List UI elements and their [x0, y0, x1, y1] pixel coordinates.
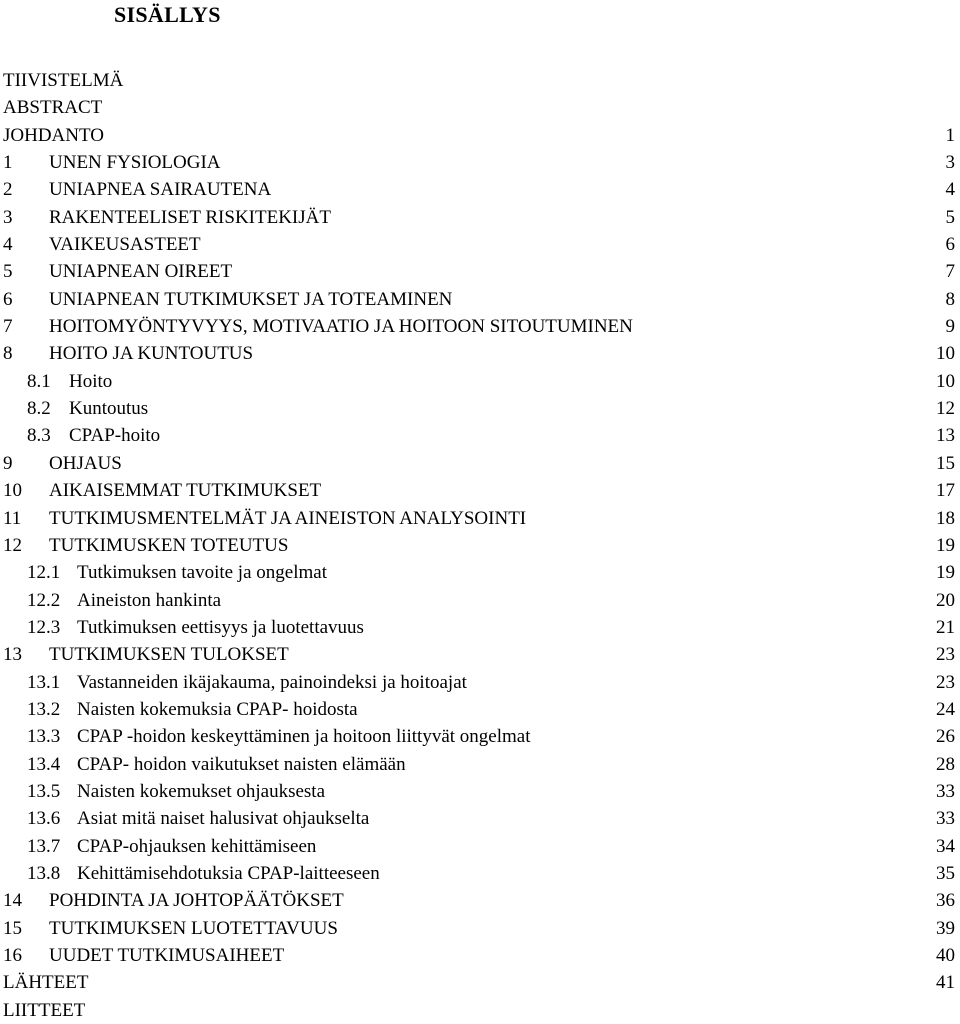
toc-entry[interactable]	[3, 641, 955, 668]
toc-entry-number: 7	[3, 316, 13, 338]
toc-entry-number: 12	[3, 534, 22, 556]
toc-entry-number: 8	[3, 343, 13, 365]
toc-entry-label: JOHDANTO	[3, 124, 104, 146]
toc-entry[interactable]	[3, 723, 955, 750]
toc-entry[interactable]	[3, 915, 955, 942]
toc-entry-page-number: 1	[945, 124, 955, 146]
toc-entry[interactable]	[3, 833, 955, 860]
toc-entry-label: Vastanneiden ikäjakauma, painoindeksi ja hoitoajat	[77, 671, 467, 693]
toc-entry-label: UNEN FYSIOLOGIA	[49, 152, 221, 174]
toc-entry-label: TUTKIMUSKEN TOTEUTUS	[49, 534, 289, 556]
toc-entry[interactable]	[3, 778, 955, 805]
toc-entry-label: Naisten kokemuksia CPAP- hoidosta	[77, 698, 358, 720]
toc-entry-number: 12.2	[27, 589, 61, 611]
toc-entry-label: CPAP-ohjauksen kehittämiseen	[77, 835, 317, 857]
toc-entry-page-number: 35	[936, 862, 955, 884]
toc-entry-number: 13.1	[27, 671, 61, 693]
toc-entry-page-number: 9	[945, 316, 955, 338]
toc-entry[interactable]	[3, 286, 955, 313]
toc-entry-page-number: 34	[936, 835, 955, 857]
toc-entry-page-number: 3	[945, 152, 955, 174]
toc-entry-page-number: 8	[945, 288, 955, 310]
toc-entry-number: 13.6	[27, 808, 61, 830]
toc-entry-page-number: 39	[936, 917, 955, 939]
toc-entry[interactable]	[3, 368, 955, 395]
toc-entry[interactable]	[3, 587, 955, 614]
toc-entry[interactable]	[3, 805, 955, 832]
table-of-contents	[3, 67, 955, 1024]
toc-entry-label: OHJAUS	[49, 452, 122, 474]
toc-entry[interactable]	[3, 477, 955, 504]
toc-entry-page-number: 17	[936, 480, 955, 502]
toc-entry-label: Kehittämisehdotuksia CPAP-laitteeseen	[77, 862, 380, 884]
toc-entry-number: 15	[3, 917, 22, 939]
toc-entry-page-number: 15	[936, 452, 955, 474]
toc-entry-number: 9	[3, 452, 13, 474]
toc-entry-label: TUTKIMUKSEN LUOTETTAVUUS	[49, 917, 338, 939]
toc-entry-label: UNIAPNEAN TUTKIMUKSET JA TOTEAMINEN	[49, 288, 453, 310]
toc-entry-label: Hoito	[69, 370, 113, 392]
toc-entry-number: 1	[3, 152, 13, 174]
toc-entry[interactable]	[3, 669, 955, 696]
toc-entry[interactable]	[3, 505, 955, 532]
toc-entry-number: 16	[3, 945, 22, 966]
toc-entry-label: Naisten kokemukset ohjauksesta	[77, 780, 326, 802]
toc-entry-label: VAIKEUSASTEET	[49, 234, 201, 256]
toc-entry-number: 2	[3, 179, 13, 201]
toc-entry[interactable]	[3, 422, 955, 449]
toc-entry[interactable]	[3, 176, 955, 203]
toc-entry-number: 8.1	[27, 370, 51, 392]
toc-entry-label: Asiat mitä naiset halusivat ohjaukselta	[77, 808, 370, 830]
toc-entry-page-number: 12	[936, 398, 955, 420]
toc-entry-label: UNIAPNEA SAIRAUTENA	[49, 179, 272, 201]
toc-entry-page-number: 21	[936, 616, 955, 638]
toc-entry-number: 3	[3, 206, 13, 228]
toc-entry[interactable]	[3, 532, 955, 559]
toc-entry-label: Tutkimuksen eettisyys ja luotettavuus	[77, 616, 364, 638]
toc-entry-label: RAKENTEELISET RISKITEKIJÄT	[49, 206, 331, 228]
toc-entry-number: 13.4	[27, 753, 61, 775]
toc-entry-page-number: 18	[936, 507, 955, 529]
toc-entry-number: 6	[3, 288, 13, 310]
toc-entry-page-number: 13	[936, 425, 955, 447]
toc-entry-number: 8.2	[27, 398, 51, 420]
toc-entry-label: TIIVISTELMÄ	[3, 70, 124, 91]
toc-entry-number: 13.5	[27, 780, 61, 802]
toc-entry-page-number: 4	[945, 179, 955, 201]
toc-entry-number: 11	[3, 507, 22, 529]
toc-entry[interactable]	[3, 340, 955, 367]
toc-entry-number: 13.8	[27, 862, 61, 884]
toc-entry[interactable]	[3, 997, 955, 1024]
toc-entry[interactable]	[3, 258, 955, 285]
toc-entry-label: UUDET TUTKIMUSAIHEET	[49, 945, 285, 966]
toc-entry-label: CPAP-hoito	[69, 425, 161, 447]
toc-entry-label: AIKAISEMMAT TUTKIMUKSET	[49, 480, 322, 502]
toc-entry-number: 5	[3, 261, 13, 283]
toc-entry-page-number: 23	[936, 644, 955, 666]
toc-entry-label: TUTKIMUSMENTELMÄT JA AINEISTON ANALYSOINTI	[49, 507, 527, 529]
toc-entry-page-number: 19	[936, 534, 955, 556]
toc-entry-label: HOITO JA KUNTOUTUS	[49, 343, 254, 365]
toc-entry-label: UNIAPNEAN OIREET	[49, 261, 233, 283]
toc-entry-page-number: 7	[945, 261, 955, 283]
toc-entry[interactable]	[3, 614, 955, 641]
toc-entry[interactable]	[3, 313, 955, 340]
toc-entry-page-number: 36	[936, 890, 955, 912]
toc-entry-number: 13	[3, 644, 22, 666]
toc-entry[interactable]	[3, 969, 955, 996]
toc-entry-number: 12.3	[27, 616, 61, 638]
toc-entry-page-number: 28	[936, 753, 955, 775]
toc-entry[interactable]	[3, 204, 955, 231]
toc-entry[interactable]	[3, 751, 955, 778]
toc-entry-page-number: 41	[936, 972, 955, 994]
toc-entry[interactable]	[3, 94, 955, 121]
toc-entry-number: 13.3	[27, 726, 61, 748]
toc-entry-number: 13.7	[27, 835, 61, 857]
toc-entry-page-number: 5	[945, 206, 955, 228]
toc-entry[interactable]	[3, 231, 955, 258]
toc-entry-page-number: 10	[936, 343, 955, 365]
toc-entry-page-number: 24	[936, 698, 955, 720]
toc-entry-number: 14	[3, 890, 22, 912]
toc-entry-label: HOITOMYÖNTYVYYS, MOTIVAATIO JA HOITOON SITOUTUMINEN	[49, 316, 633, 338]
toc-entry-number: 13.2	[27, 698, 61, 720]
toc-entry[interactable]	[3, 450, 955, 477]
toc-entry-label: TUTKIMUKSEN TULOKSET	[49, 644, 289, 666]
toc-entry[interactable]	[3, 395, 955, 422]
toc-entry-number: 8.3	[27, 425, 51, 447]
toc-entry-page-number: 40	[936, 945, 955, 966]
toc-entry[interactable]	[3, 122, 955, 149]
toc-entry-page-number: 20	[936, 589, 955, 611]
page-title: SISÄLLYS	[114, 2, 221, 27]
toc-entry[interactable]	[3, 942, 955, 969]
toc-entry-label: Aineiston hankinta	[77, 589, 222, 611]
toc-entry-label: Tutkimuksen tavoite ja ongelmat	[77, 562, 327, 584]
toc-entry-page-number: 6	[945, 234, 955, 256]
toc-entry-page-number: 33	[936, 780, 955, 802]
toc-entry-label: Kuntoutus	[69, 398, 149, 420]
toc-entry[interactable]	[3, 559, 955, 586]
toc-entry-number: 10	[3, 480, 22, 502]
toc-entry-number: 12.1	[27, 562, 61, 584]
toc-entry-page-number: 26	[936, 726, 955, 748]
toc-entry[interactable]	[3, 67, 955, 94]
toc-entry[interactable]	[3, 887, 955, 914]
toc-entry[interactable]	[3, 860, 955, 887]
toc-entry-page-number: 10	[936, 370, 955, 392]
toc-entry-page-number: 23	[936, 671, 955, 693]
toc-entry[interactable]	[3, 696, 955, 723]
toc-entry-number: 4	[3, 234, 13, 256]
toc-entry-page-number: 33	[936, 808, 955, 830]
toc-entry-page-number: 19	[936, 562, 955, 584]
toc-entry-label: CPAP- hoidon vaikutukset naisten elämään	[77, 753, 406, 775]
toc-entry[interactable]	[3, 149, 955, 176]
toc-entry-label: LÄHTEET	[3, 972, 89, 994]
toc-entry-label: LIITTEET	[3, 999, 86, 1021]
toc-entry-label: POHDINTA JA JOHTOPÄÄTÖKSET	[49, 890, 344, 912]
toc-entry-label: CPAP -hoidon keskeyttäminen ja hoitoon liittyvät ongelmat	[77, 726, 531, 748]
toc-entry-label: ABSTRACT	[3, 97, 103, 119]
